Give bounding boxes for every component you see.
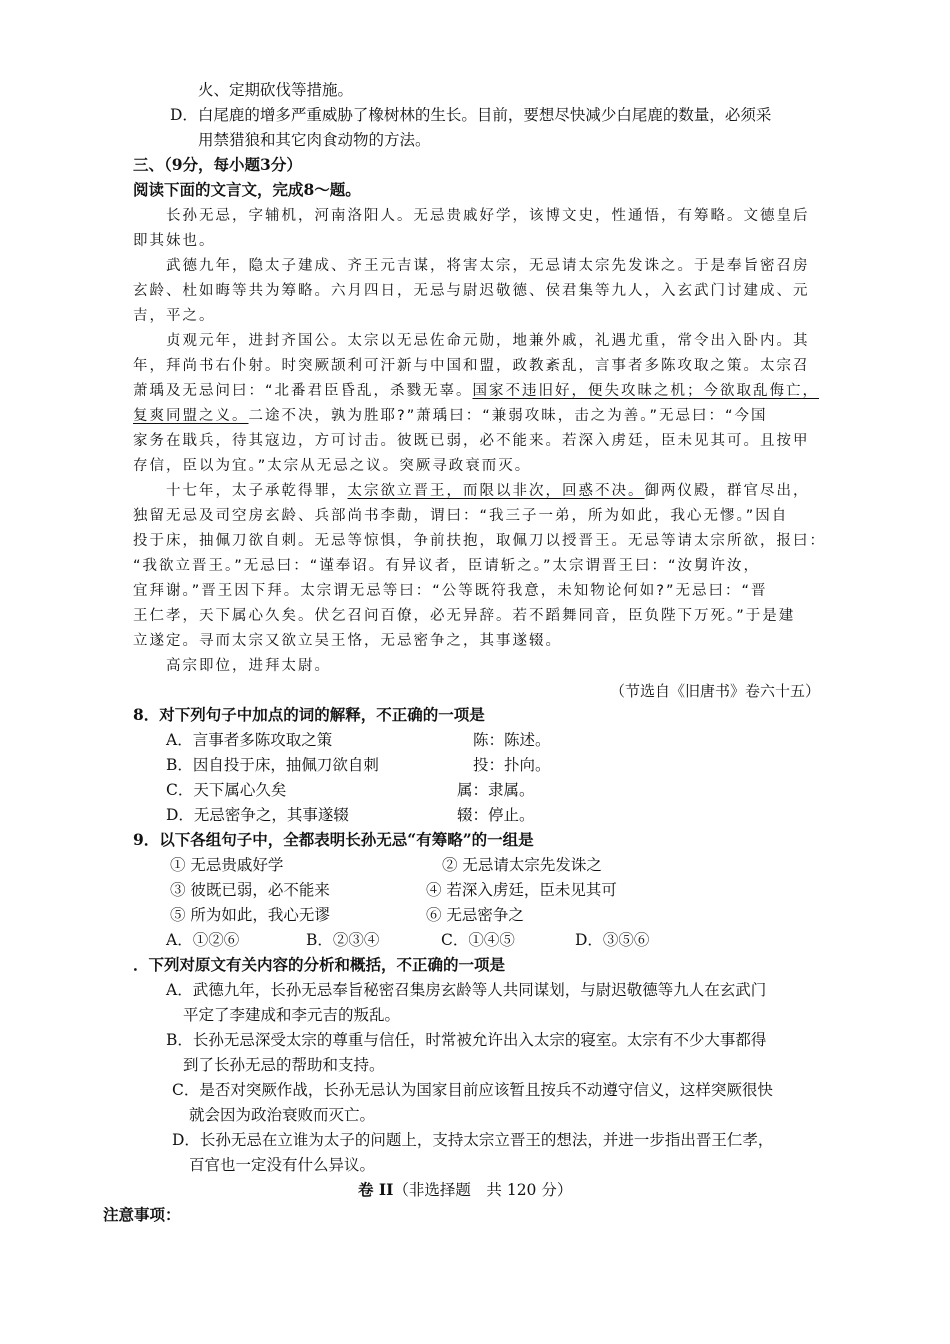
section-instruction: 阅读下面的文言文，完成8～题。 bbox=[133, 180, 361, 199]
question-8-gloss-c: 属：隶属。 bbox=[457, 781, 535, 799]
question-10-option-a-line1: A．武德九年，长孙无忌奉旨秘密召集房玄龄等人共同谋划，与尉迟敬德等九人在玄武门 bbox=[166, 981, 767, 999]
passage-p3-line2: 年，拜尚书右仆射。时突厥颉利可汗新与中国和盟，政教紊乱，言事者多陈攻取之策。太宗召 bbox=[133, 358, 810, 374]
underlined-sentence: 复爽同盟之义。 bbox=[133, 408, 249, 424]
underlined-sentence: 国家不违旧好，便失攻昧之机；今欲取乱侮亡， bbox=[472, 383, 820, 399]
question-8-gloss-d: 辍：停止。 bbox=[457, 806, 535, 824]
question-10-option-b-line2: 到了长孙无忌的帮助和支持。 bbox=[183, 1056, 385, 1074]
question-9-answer-d: D．③⑤⑥ bbox=[575, 931, 650, 949]
passage-p1-line2: 即其妹也。 bbox=[133, 233, 216, 249]
option-c-continuation: 火、定期砍伐等措施。 bbox=[198, 81, 354, 99]
part-2-subtitle: （非选择题 共 120 分） bbox=[393, 1181, 573, 1199]
question-8-gloss-a: 陈：陈述。 bbox=[473, 731, 551, 749]
passage-p3-line1: 贞观元年，进封齐国公。太宗以无忌佐命元勋，地兼外戚，礼遇尤重，常令出入卧内。其 bbox=[166, 333, 810, 349]
passage-p2-line3: 吉，平之。 bbox=[133, 308, 216, 324]
passage-p4-line7: 立遂定。寻而太宗又欲立吴王恪，无忌密争之，其事遂辍。 bbox=[133, 633, 562, 649]
passage-p3-line4 bbox=[133, 404, 768, 428]
question-10-option-d-line2: 百官也一定没有什么异议。 bbox=[189, 1156, 376, 1174]
question-9-item-4: ④ 若深入虏廷，臣未见其可 bbox=[426, 881, 617, 899]
question-9-answer-a: A．①②⑥ bbox=[166, 931, 240, 949]
question-10-option-b-line1: B．长孙无忌深受太宗的尊重与信任，时常被允许出入太宗的寝室。太宗有不少大事都得 bbox=[166, 1031, 767, 1049]
question-9-item-3: ③ 彼既已弱，必不能来 bbox=[170, 881, 330, 899]
question-9-answer-b: B．②③④ bbox=[306, 931, 380, 949]
passage-p4-line6: 王仁孝，天下属心久矣。伏乞召问百僚，必无异辞。若不蹈舞同音，臣负陛下万死。”于是建 bbox=[133, 608, 796, 624]
passage-p4-line4: “我欲立晋王。”无忌曰：“谨奉诏。有异议者，臣请斩之。”太宗谓晋王曰：“汝舅许汝， bbox=[133, 558, 761, 574]
question-9-answer-c: C．①④⑤ bbox=[441, 931, 515, 949]
section-heading: 三、（9分，每小题3分） bbox=[133, 155, 302, 174]
question-8-option-a: A．言事者多陈攻取之策 bbox=[166, 731, 333, 749]
passage-p1-line1: 长孙无忌，字辅机，河南洛阳人。无忌贵戚好学，该博文史，性通悟，有筹略。文德皇后 bbox=[166, 208, 810, 224]
option-d-line1: D．白尾鹿的增多严重威胁了橡树林的生长。目前，要想尽快减少白尾鹿的数量，必须采 bbox=[170, 106, 772, 124]
question-8-option-b: B．因自投于床，抽佩刀欲自刺 bbox=[166, 756, 379, 774]
question-8-option-d: D．无忌密争之，其事遂辍 bbox=[166, 806, 349, 824]
passage-source: （节选自《旧唐书》卷六十五） bbox=[609, 682, 820, 700]
passage-p3-line5: 家务在戢兵，待其寇边，方可讨击。彼既已弱，必不能来。若深入虏廷，臣未见其可。且按甲 bbox=[133, 433, 810, 449]
passage-p4-line5: 宜拜谢。”晋王因下拜。太宗谓无忌等曰：“公等既符我意，未知物论何如?”无忌曰：“晋 bbox=[133, 583, 768, 599]
question-10-option-c-line1: C．是否对突厥作战，长孙无忌认为国家目前应该暂且按兵不动遵守信义，这样突厥很快 bbox=[172, 1081, 773, 1099]
notice-heading: 注意事项： bbox=[103, 1205, 181, 1224]
passage-text: 萧瑀及无忌问曰：“北番君臣昏乱，杀戮无辜。 bbox=[133, 383, 473, 399]
passage-p3-line3 bbox=[133, 379, 819, 403]
question-10-stem: ．下列对原文有关内容的分析和概括，不正确的一项是 bbox=[133, 955, 506, 974]
passage-text: 十七年，太子承乾得罪， bbox=[166, 483, 348, 499]
question-10-option-d-line1: D．长孙无忌在立谁为太子的问题上，支持太宗立晋王的想法，并进一步指出晋王仁孝， bbox=[172, 1131, 774, 1149]
question-8-gloss-b: 投：扑向。 bbox=[473, 756, 551, 774]
passage-text: 御两仪殿，群官尽出， bbox=[644, 483, 810, 499]
option-d-line2: 用禁猎狼和其它肉食动物的方法。 bbox=[198, 131, 431, 149]
passage-p2-line1: 武德九年，隐太子建成、齐王元吉谋，将害太宗，无忌请太宗先发诛之。于是奉旨密召房 bbox=[166, 258, 810, 274]
part-2-title bbox=[358, 1178, 572, 1202]
question-8-option-c: C．天下属心久矣 bbox=[166, 781, 287, 799]
passage-p4-line2: 独留无忌及司空房玄龄、兵部尚书李勣，谓曰：“我三子一弟，所为如此，我心无憀。”因自 bbox=[133, 508, 789, 524]
passage-text: 二途不决，孰为胜耶?”萧瑀曰：“兼弱攻昧，击之为善。”无忌曰：“今国 bbox=[248, 408, 768, 424]
underlined-sentence: 太宗欲立晋王，而限以非次，回惑不决。 bbox=[347, 483, 645, 499]
passage-p3-line6: 存信，臣以为宜。”太宗从无忌之议。突厥寻政衰而灭。 bbox=[133, 458, 532, 474]
question-10-option-c-line2: 就会因为政治衰败而灭亡。 bbox=[189, 1106, 376, 1124]
passage-p4-line3: 投于床，抽佩刀欲自刺。无忌等惊惧，争前扶抱，取佩刀以授晋王。无忌等请太宗所欲，报曰： bbox=[133, 533, 826, 549]
question-9-item-6: ⑥ 无忌密争之 bbox=[426, 906, 524, 924]
question-9-stem: 9．以下各组句子中，全都表明长孙无忌“有筹略”的一组是 bbox=[133, 830, 534, 849]
question-9-item-1: ① 无忌贵戚好学 bbox=[170, 856, 284, 874]
part-2-label: 卷 II bbox=[358, 1180, 394, 1199]
question-9-item-2: ② 无忌请太宗先发诛之 bbox=[442, 856, 602, 874]
question-9-item-5: ⑤ 所为如此，我心无谬 bbox=[170, 906, 330, 924]
passage-p2-line2: 玄龄、杜如晦等共为筹略。六月四日，无忌与尉迟敬德、侯君集等九人，入玄武门讨建成、元 bbox=[133, 283, 810, 299]
passage-p5-line1: 高宗即位，进拜太尉。 bbox=[166, 658, 331, 674]
question-10-option-a-line2: 平定了李建成和李元吉的叛乱。 bbox=[183, 1006, 401, 1024]
question-8-stem: 8．对下列句子中加点的词的解释，不正确的一项是 bbox=[133, 705, 485, 724]
passage-p4-line1 bbox=[166, 479, 810, 503]
